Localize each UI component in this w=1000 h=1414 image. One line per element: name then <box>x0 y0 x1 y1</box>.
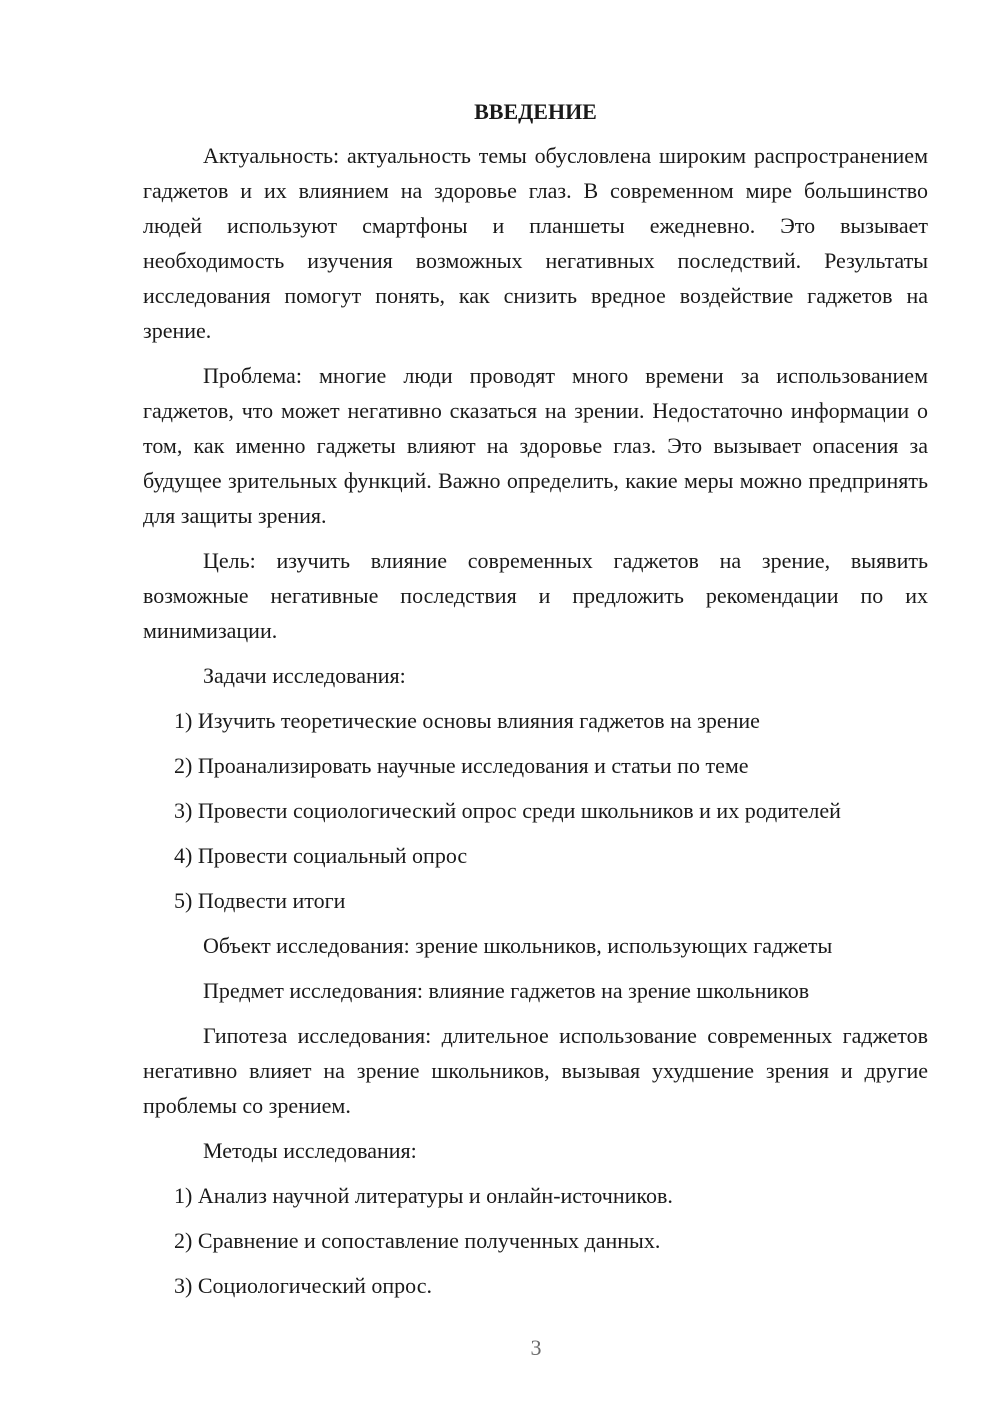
paragraph-relevance: Актуальность: актуальность темы обусловлена широким распространением гаджетов и их влиянием на здоровье глаз. В современном мире большинство людей используют смартфоны и планшеты ежедневно. Это вызывает необходимость изучения возможных негативных последствий. Результаты исследования помогут понять, как снизить вредное воздействие гаджетов на зрение. <box>143 143 928 343</box>
task-item-5: 5) Подвести итоги <box>174 888 346 913</box>
research-object: Объект исследования: зрение школьников, использующих гаджеты <box>203 933 833 958</box>
method-item-3: 3) Социологический опрос. <box>174 1273 432 1298</box>
task-item-2: 2) Проанализировать научные исследования и статьи по теме <box>174 753 749 778</box>
task-item-1: 1) Изучить теоретические основы влияния гаджетов на зрение <box>174 708 760 733</box>
paragraph-problem: Проблема: многие люди проводят много времени за использованием гаджетов, что может негативно сказаться на зрении. Недостаточно информации о том, как именно гаджеты влияют на здоровье глаз. Это вызывает опасения за будущее зрительных функций. Важно определить, какие меры можно предпринять для защиты зрения. <box>143 363 928 528</box>
paragraph-goal: Цель: изучить влияние современных гаджетов на зрение, выявить возможные негативные последствия и предложить рекомендации по их минимизации. <box>143 548 928 643</box>
page-content <box>143 97 928 1313</box>
methods-heading: Методы исследования: <box>203 1138 417 1163</box>
research-subject: Предмет исследования: влияние гаджетов на зрение школьников <box>203 978 810 1003</box>
paragraph-hypothesis: Гипотеза исследования: длительное использование современных гаджетов негативно влияет на зрение школьников, вызывая ухудшение зрения и другие проблемы со зрением. <box>143 1023 928 1118</box>
tasks-heading: Задачи исследования: <box>203 663 406 688</box>
task-item-4: 4) Провести социальный опрос <box>174 843 468 868</box>
task-item-3: 3) Провести социологический опрос среди школьников и их родителей <box>174 798 841 823</box>
method-item-1: 1) Анализ научной литературы и онлайн-источников. <box>174 1183 673 1208</box>
page-number: 3 <box>530 1335 542 1360</box>
method-item-2: 2) Сравнение и сопоставление полученных данных. <box>174 1228 661 1253</box>
section-title: ВВЕДЕНИЕ <box>474 99 597 124</box>
